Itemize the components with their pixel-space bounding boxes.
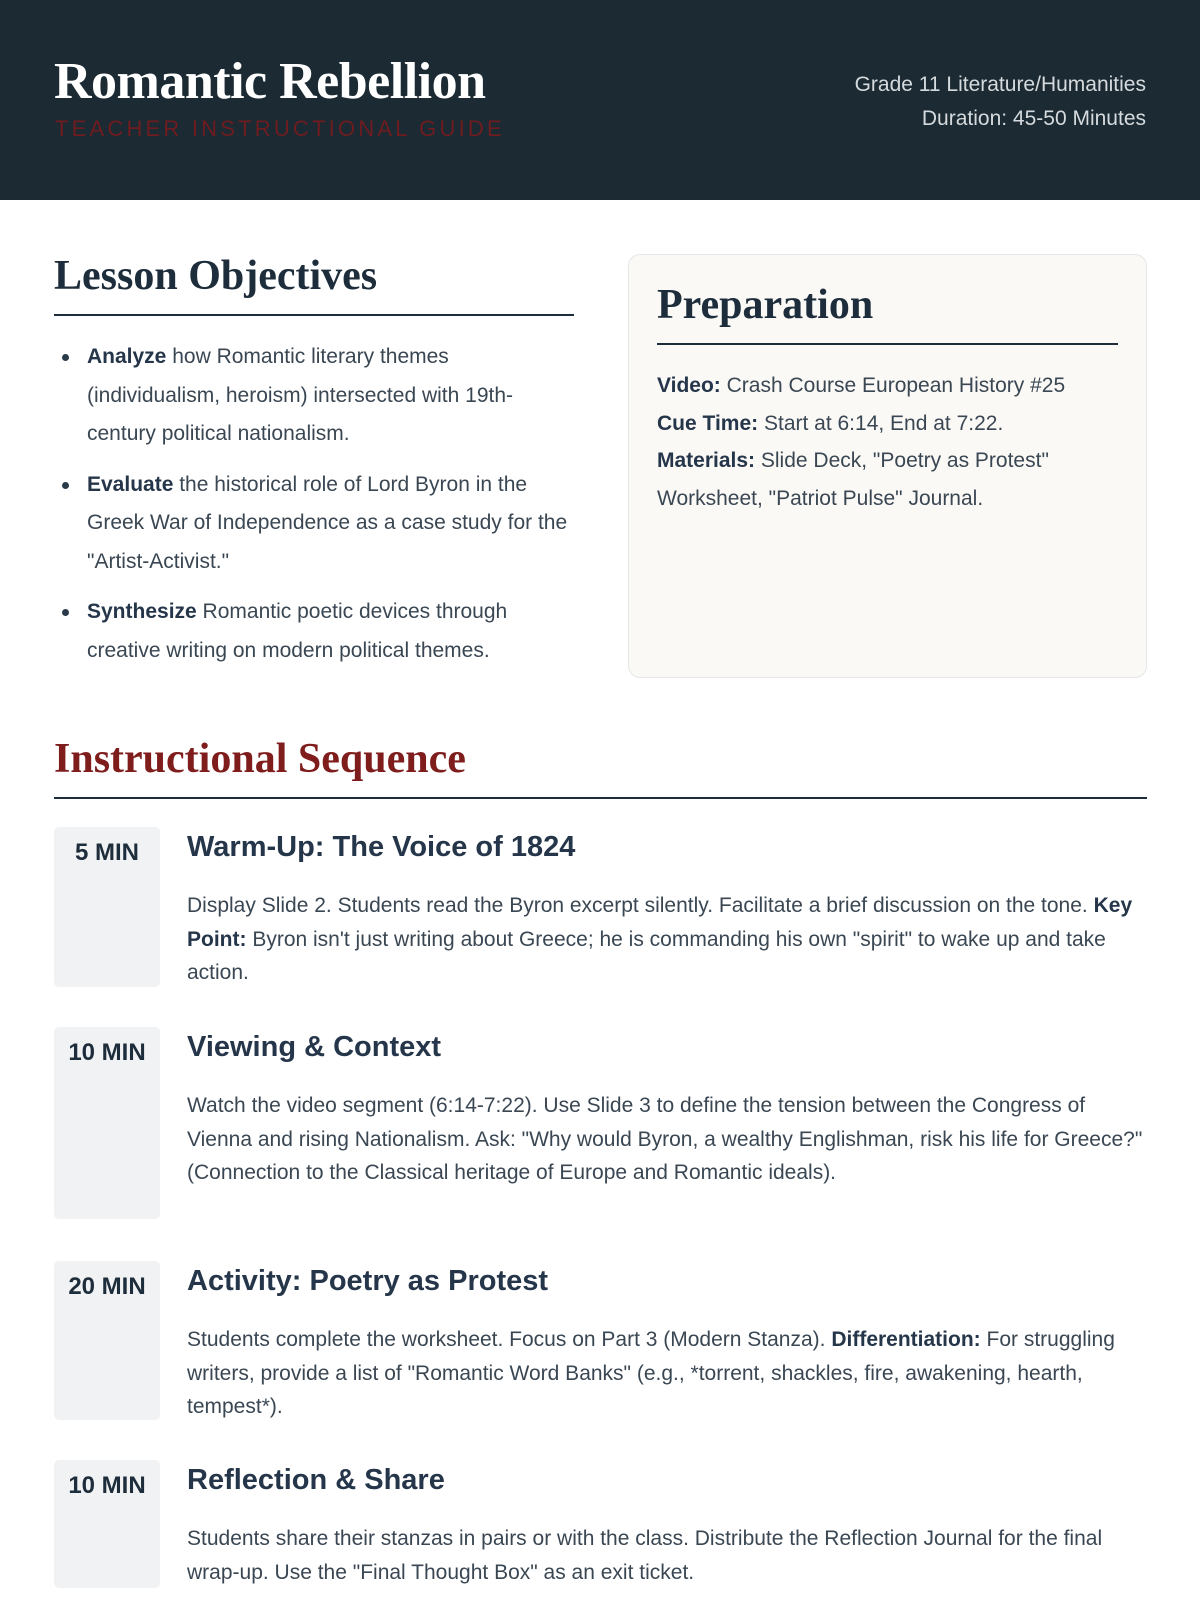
instructional-sequence [54, 735, 1147, 1584]
prep-label: Materials: [657, 449, 756, 472]
objective-item [54, 466, 574, 582]
step-description [187, 1323, 1147, 1424]
objective-verb: Analyze [87, 345, 167, 368]
page-subtitle: TEACHER INSTRUCTIONAL GUIDE [55, 116, 505, 141]
prep-cue-time [657, 405, 1118, 443]
preparation-heading: Preparation [657, 281, 1118, 345]
page-title: Romantic Rebellion [54, 53, 486, 110]
step-duration: 10 MIN [54, 1027, 160, 1219]
prep-value: Start at 6:14, End at 7:22. [758, 411, 1004, 435]
lesson-meta [855, 68, 1146, 136]
lesson-duration: Duration: 45-50 Minutes [921, 107, 1146, 130]
step-duration: 10 MIN [54, 1460, 160, 1588]
prep-value: Slide Deck, "Poetry as Protest" Worksheet, "Patriot Pulse" Journal. [657, 449, 1049, 510]
prep-label: Cue Time: [657, 411, 759, 435]
objective-text: the historical role of Lord Byron in the Greek War of Independence as a case study for the "Artist-Activist." [87, 472, 568, 573]
objective-verb: Synthesize [87, 600, 197, 623]
objective-verb: Evaluate [87, 472, 174, 496]
step-title: Warm-Up: The Voice of 1824 [187, 831, 576, 863]
grade-level: Grade 11 Literature/Humanities [854, 73, 1146, 96]
objective-item [54, 338, 574, 454]
step-duration: 5 MIN [54, 827, 160, 987]
step-description [187, 1522, 1147, 1589]
step-duration: 20 MIN [54, 1261, 160, 1420]
desc-text: Watch the video segment (6:14-7:22). Use Slide 3 to define the tension between the Congress of Vienna and rising Nationalism. Ask: "Why would Byron, a wealthy Englishman, risk his life for Greece?" (Connection to the Classical heritage of Europe and Romantic ideals). [187, 1094, 1143, 1184]
desc-text: Students complete the worksheet. Focus on Part 3 (Modern Stanza). [187, 1328, 832, 1351]
desc-bold: Differentiation: [831, 1328, 981, 1351]
prep-value: Crash Course European History #25 [720, 374, 1066, 397]
objectives-heading: Lesson Objectives [54, 252, 574, 316]
step-title: Viewing & Context [187, 1031, 442, 1063]
step-description [187, 889, 1147, 990]
desc-text: Students share their stanzas in pairs or with the class. Distribute the Reflection Journal for the final wrap-up. Use the "Final Thought Box" as an exit ticket. [187, 1527, 1103, 1584]
step-title: Activity: Poetry as Protest [187, 1265, 549, 1297]
desc-bold: Key Point: [187, 894, 1133, 951]
prep-video [657, 367, 1118, 405]
objective-text: Romantic poetic devices through creative writing on modern political themes. [87, 600, 508, 662]
prep-label: Video: [657, 374, 721, 397]
preparation-card [628, 254, 1147, 678]
step-description [187, 1089, 1147, 1190]
step-title: Reflection & Share [187, 1464, 445, 1496]
objective-item [54, 593, 574, 670]
page-header [0, 0, 1200, 200]
sequence-heading: Instructional Sequence [54, 735, 1147, 799]
desc-text: Byron isn't just writing about Greece; he is commanding his own "spirit" to wake up and take action. [187, 927, 1106, 984]
lesson-objectives [54, 252, 574, 682]
desc-text: For struggling writers, provide a list of "Romantic Word Banks" (e.g., *torrent, shackles, fire, awakening, hearth, tempest*). [187, 1328, 1115, 1418]
objective-text: how Romantic literary themes (individualism, heroism) intersected with 19th-century political nationalism. [87, 345, 513, 445]
prep-materials [657, 442, 1118, 517]
desc-text: Display Slide 2. Students read the Byron excerpt silently. Facilitate a brief discussion on the tone. [187, 894, 1094, 917]
